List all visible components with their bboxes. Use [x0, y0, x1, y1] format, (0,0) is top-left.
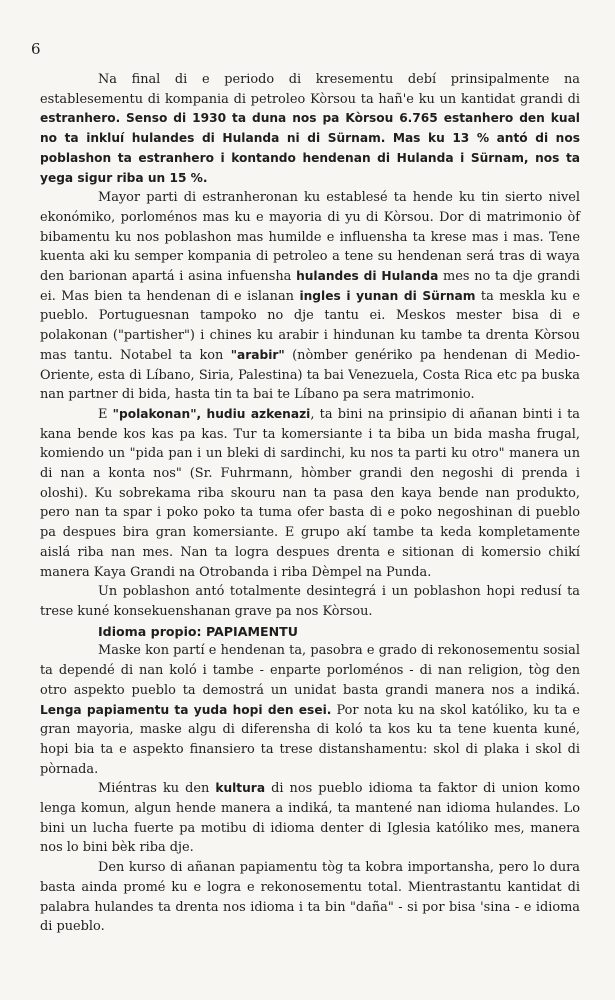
paragraph-4: Un poblashon antó totalmente desintegrá i un poblashon hopi redusí ta trese kuné konsekuenshanan grave pa nos Kòrsou. — [40, 584, 580, 619]
paragraph-6 — [40, 779, 580, 858]
text-run: E — [98, 406, 113, 422]
bold-run: ingles i yunan di Sürnam — [299, 288, 476, 303]
text-run: Mayor parti di estranheronan ku establesé ta hende ku tin sierto nivel ekonómiko, porloménos mas ku e mayoria di yu di Kòrsou. Dor di matrimonio òf bibamentu ku nos poblashon mas humilde e influensha ta krese mas i mas. Tene kuenta aki ku semper kompania di petroleo a tene su hendenan será tras di waya den barionan apartá i asina infuensha — [40, 190, 580, 285]
page-number: 6 — [31, 40, 41, 58]
text-run: , ta bini na prinsipio di añanan binti i ta kana bende kos kas pa kas. Tur ta komersiante i ta biba un bida masha frugal, komiendo un "pida pan i un bleki di sardinchi, ku nos ta parti ku otro" manera un di nan a konta nos" (Sr. Fuhrmann, hòmber grandi den negoshi di prenda i oloshi). Ku sobrekama riba skouru nan ta pasa den kaya bende nan produkto, pero nan ta spar i poko poko ta tuma ofer basta di e poko negoshinan di pueblo pa despues bira gran komersiante. E grupo akí tambe ta keda kompletamente aislá riba nan mes. Nan ta logra despues drenta e sitionan di komersio chikí manera Kaya Grandi na Otrobanda i riba Dèmpel na Punda. — [40, 406, 580, 580]
paragraph-3 — [40, 405, 580, 582]
section-heading: Idioma propio: PAPIAMENTU — [98, 623, 298, 639]
text-run: Maske kon partí e hendenan ta, pasobra e grado di rekonosementu sosial ta dependé di nan koló i tambe - enparte porloménos - di nan religion, tòg den otro aspekto pueblo ta demostrá un unidat basta grandi manera nos a indiká. — [40, 643, 580, 698]
paragraph-5 — [40, 641, 580, 779]
text-run: (nòmber genériko pa hendenan di Medio-Oriente, esta di Líbano, Siria, Palestina) ta bai Venezuela, Costa Rica etc pa buska nan partner di bida, hasta tin ta bai te Líbano pa sera matrimonio. — [40, 347, 580, 403]
text-run: ta meskla ku e pueblo. Portuguesnan tampoko no dje tantu ei. Meskos mester bisa di e polakonan ("partisher") i chines ku arabir i hindunan ku tambe ta drenta Kòrsou mas tantu. Notabel ta kon — [40, 288, 580, 363]
paragraph-1 — [40, 70, 580, 188]
bold-run: hulandes di Hulanda — [296, 269, 439, 284]
text-run: mes no ta dje grandi ei. Mas bien ta hendenan di e islanan — [40, 269, 580, 304]
paragraph-2 — [40, 188, 580, 405]
bold-run: Mas ku 13 % antó di nos poblashon ta estranhero i kontando hendenan di Hulanda i Sürnam, nos ta yega sigur riba un 15 %. — [40, 131, 580, 185]
bold-run: estranhero. — [40, 111, 121, 126]
text-run: Por nota ku na skol katóliko, ku ta e gran mayoria, maske algu di diferensha di koló ta kos ku ta tene kuenta kuné, hopi bia ta e aspekto finansiero ta trese distanshamentu: skol di plaka i skol di pòrnada. — [40, 702, 580, 777]
paragraph-7: Den kurso di añanan papiamentu tòg ta kobra importansha, pero lo dura basta ainda promé ku e logra e rekonosementu total. Mientrastantu kantidat di palabra hulandes ta drenta nos idioma i ta bin "daña" - si por bisa 'sina - e idioma di pueblo. — [40, 860, 580, 935]
bold-run: "polakonan", hudiu azkenazi — [112, 406, 311, 421]
bold-run: Lenga papiamentu ta yuda hopi den esei. — [40, 702, 332, 717]
text-run: Miéntras ku den — [98, 781, 216, 797]
bold-run: "arabir" — [230, 347, 285, 362]
bold-run: kultura — [215, 781, 266, 796]
body-text — [40, 70, 580, 937]
text-run: di nos pueblo idioma ta faktor di union komo lenga komun, algun hende manera a indiká, ta mantené nan idioma hulandes. Lo bini un lucha fuerte pa motibu di idioma denter di Iglesia katóliko mes, manera nos lo bini bèk riba dje. — [40, 781, 580, 856]
bold-run: Senso di 1930 ta duna nos pa Kòrsou 6.765 estanhero den kual no ta inkluí hulandes di Hulanda ni di Sürnam. — [40, 111, 580, 146]
text-run: Na final di e periodo di kresementu debí prinsipalmente na establesementu di kompania di petroleo Kòrsou ta hañ'e ku un kantidat grandi di — [40, 72, 580, 107]
